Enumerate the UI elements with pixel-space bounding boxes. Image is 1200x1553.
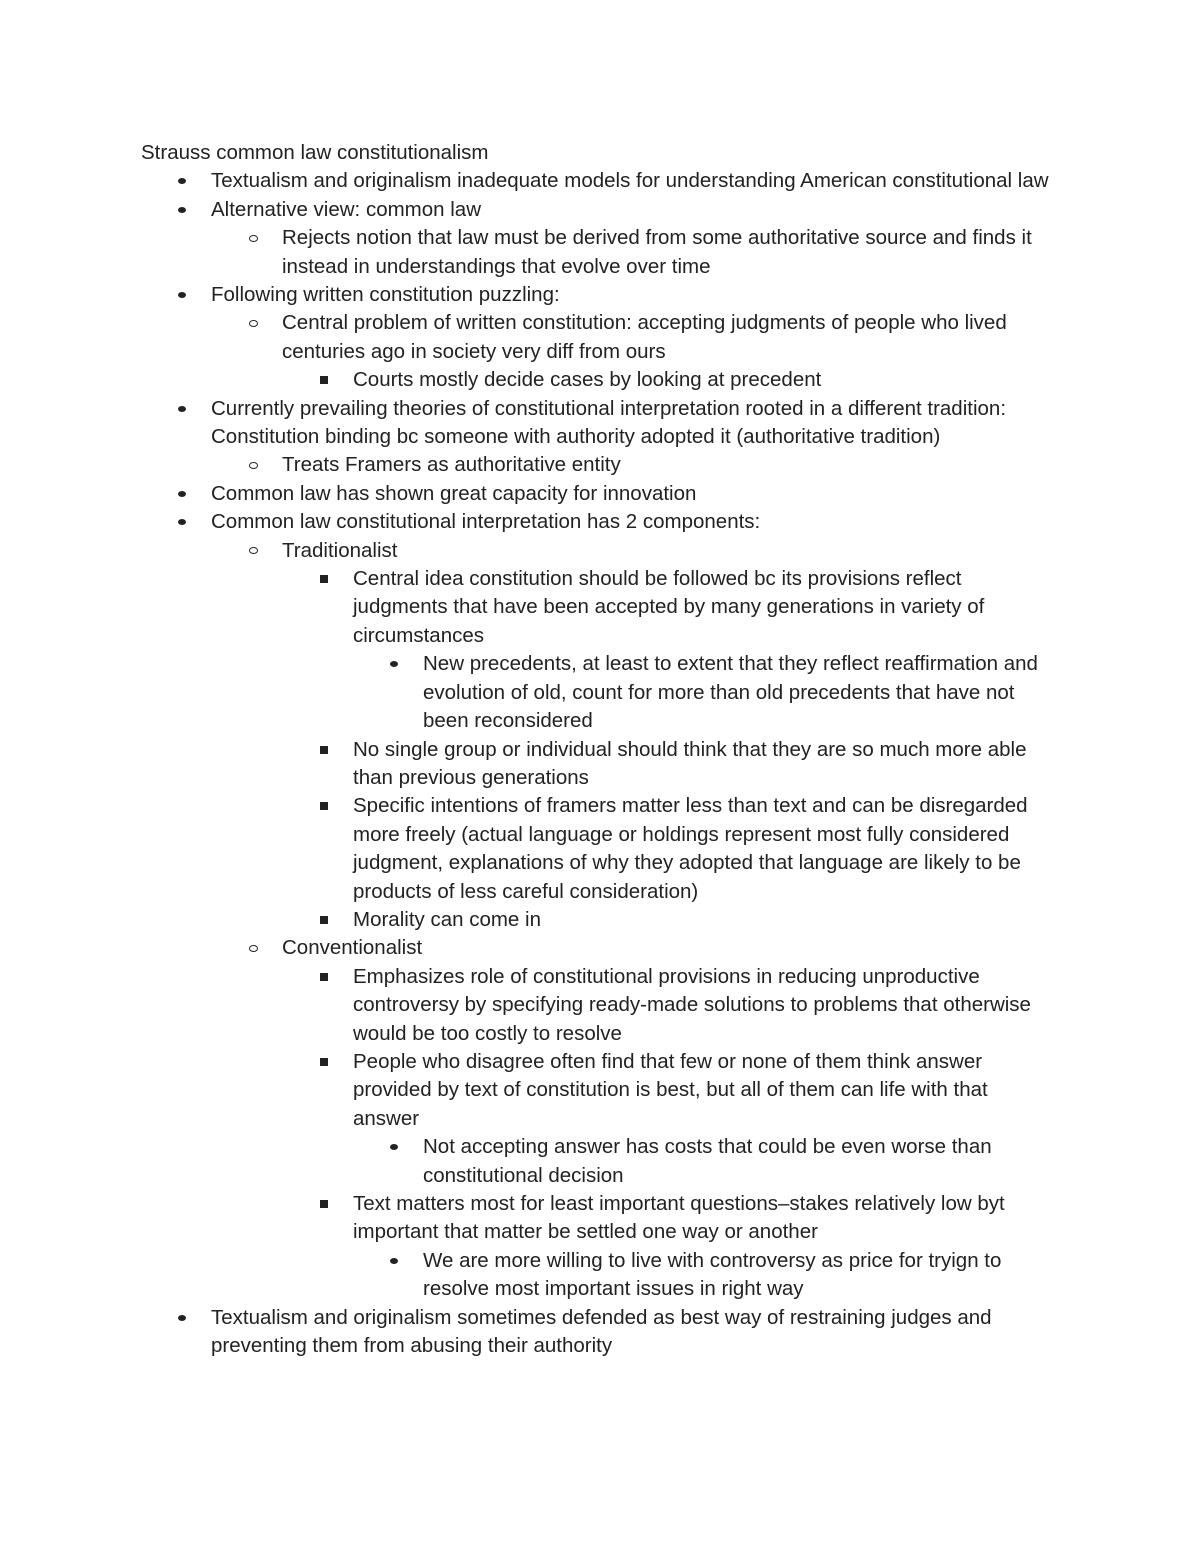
list-item-text: Currently prevailing theories of constitutional interpretation rooted in a different tradition: Constitution binding bc someone with authority adopted it (authoritative tradition) <box>211 396 1007 449</box>
square-bullet-icon <box>320 376 328 384</box>
list-item <box>423 1133 1059 1190</box>
square-bullet-icon <box>320 916 328 924</box>
list-item-text: Not accepting answer has costs that could be even worse than constitutional decision <box>423 1135 992 1187</box>
document-title: Strauss common law constitutionalism <box>141 141 489 164</box>
list-item-text: Courts mostly decide cases by looking at precedent <box>353 368 822 392</box>
list-item-text: Common law has shown great capacity for innovation <box>211 481 697 505</box>
hollow-bullet-icon <box>249 235 258 242</box>
list-item <box>353 1190 1059 1247</box>
square-bullet-icon <box>320 802 328 810</box>
filled-bullet-icon <box>178 406 186 412</box>
filled-bullet-icon <box>178 1315 186 1321</box>
list-item <box>282 537 1059 565</box>
list-item <box>353 906 1059 934</box>
list-item <box>211 508 1059 536</box>
list-item <box>353 366 1059 394</box>
outline-list <box>0 167 1200 1360</box>
filled-bullet-icon <box>390 661 398 667</box>
list-item <box>353 736 1059 793</box>
list-item-text: Traditionalist <box>282 538 398 562</box>
list-item <box>211 167 1059 195</box>
list-item-text: People who disagree often find that few or none of them think answer provided by text of constitution is best, but all of them can life with that answer <box>353 1049 988 1130</box>
list-item-text: New precedents, at least to extent that they reflect reaffirmation and evolution of old, count for more than old precedents that have not been reconsidered <box>423 652 1038 733</box>
square-bullet-icon <box>320 1200 328 1208</box>
filled-bullet-icon <box>178 292 186 298</box>
list-item <box>211 395 1059 452</box>
list-item-text: Central idea constitution should be followed bc its provisions reflect judgments that have been accepted by many generations in variety of circumstances <box>353 567 985 647</box>
list-item <box>211 196 1059 224</box>
list-item <box>282 224 1059 281</box>
filled-bullet-icon <box>178 178 186 184</box>
hollow-bullet-icon <box>249 945 258 952</box>
list-item <box>211 480 1059 508</box>
filled-bullet-icon <box>178 519 186 525</box>
list-item <box>353 963 1059 1048</box>
list-item-text: Text matters most for least important questions–stakes relatively low byt important that matter be settled one way or another <box>353 1192 1005 1244</box>
hollow-bullet-icon <box>249 547 258 554</box>
filled-bullet-icon <box>178 207 186 213</box>
list-item-text: Conventionalist <box>282 936 423 960</box>
list-item <box>282 451 1059 479</box>
list-item-text: No single group or individual should think that they are so much more able than previous generations <box>353 737 1027 789</box>
list-item-text: Textualism and originalism inadequate models for understanding American constitutional law <box>211 169 1049 193</box>
list-item <box>282 309 1059 366</box>
hollow-bullet-icon <box>249 320 258 327</box>
list-item <box>353 1048 1059 1133</box>
list-item-text: Common law constitutional interpretation has 2 components: <box>211 510 761 534</box>
square-bullet-icon <box>320 1058 328 1066</box>
list-item-text: Emphasizes role of constitutional provisions in reducing unproductive controversy by specifying ready-made solutions to problems that otherwise would be too costly to resolve <box>353 964 1031 1045</box>
list-item <box>211 1304 1059 1361</box>
filled-bullet-icon <box>178 491 186 497</box>
list-item-text: Specific intentions of framers matter less than text and can be disregarded more freely (actual language or holdings represent most fully considered judgment, explanations of why they adopted that language are likely to be products of less careful consideration) <box>353 794 1028 903</box>
list-item-text: Textualism and originalism sometimes defended as best way of restraining judges and preventing them from abusing their authority <box>211 1305 992 1358</box>
hollow-bullet-icon <box>249 462 258 469</box>
list-item-text: Alternative view: common law <box>211 197 482 221</box>
filled-bullet-icon <box>390 1258 398 1264</box>
list-item-text: Morality can come in <box>353 907 541 931</box>
list-item-text: Treats Framers as authoritative entity <box>282 453 621 477</box>
square-bullet-icon <box>320 973 328 981</box>
list-item-text: Rejects notion that law must be derived from some authoritative source and finds it instead in understandings that evolve over time <box>282 226 1032 278</box>
filled-bullet-icon <box>390 1144 398 1150</box>
list-item <box>211 281 1059 309</box>
list-item-text: Central problem of written constitution: accepting judgments of people who lived centuries ago in society very diff from ours <box>282 311 1007 363</box>
square-bullet-icon <box>320 746 328 754</box>
list-item <box>423 650 1059 735</box>
square-bullet-icon <box>320 575 328 583</box>
list-item-text: We are more willing to live with controversy as price for tryign to resolve most important issues in right way <box>423 1248 1002 1301</box>
list-item <box>353 565 1059 650</box>
list-item <box>282 934 1059 962</box>
list-item-text: Following written constitution puzzling: <box>211 283 560 307</box>
list-item <box>423 1247 1059 1304</box>
list-item <box>353 792 1059 906</box>
